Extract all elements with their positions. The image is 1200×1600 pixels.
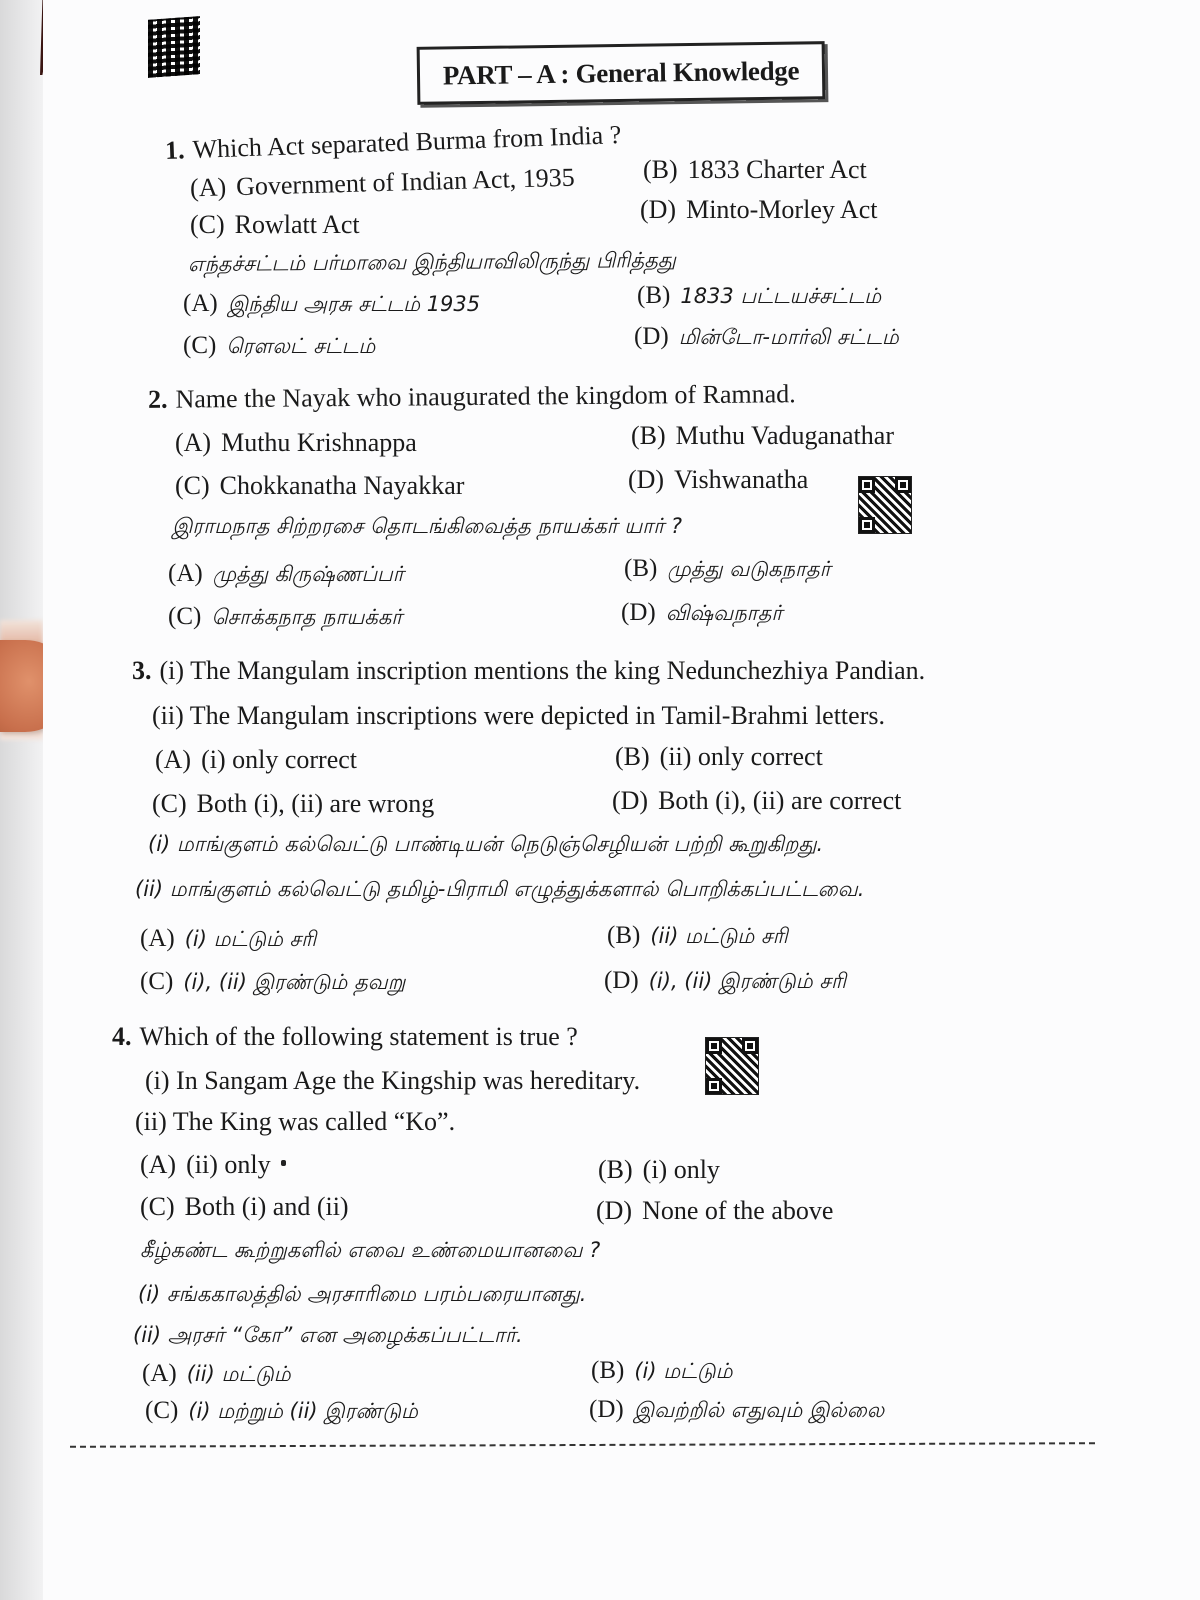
question-number: 4. <box>112 1022 132 1051</box>
statement-text-tamil: (i) மாங்குளம் கல்வெட்டு பாண்டியன் நெடுஞ்செழியன் பற்றி கூறுகிறது. <box>148 832 824 856</box>
option-label: (C) <box>183 332 217 359</box>
question-text: Name the Nayak who inaugurated the kingdom of Ramnad. <box>175 379 796 414</box>
option-label: (B) <box>631 421 666 450</box>
option-text: (i) மட்டும் <box>634 1359 733 1383</box>
question-3-statement-2 <box>152 701 885 731</box>
option-label: (A) <box>189 172 227 203</box>
option-text: (ii) only <box>186 1150 271 1179</box>
q2-option-b <box>631 421 894 451</box>
option-label: (B) <box>637 282 671 309</box>
option-text: Both (i), (ii) are correct <box>658 786 902 815</box>
q2-tamil-stem <box>172 514 682 541</box>
question-text-tamil: கீழ்கண்ட கூற்றுகளில் எவை உண்மையானவை ? <box>140 1238 601 1262</box>
option-text: 1833 Charter Act <box>687 155 867 184</box>
qr-code-icon <box>705 1037 759 1095</box>
option-label: (D) <box>596 1196 633 1225</box>
option-label: (A) <box>175 428 212 457</box>
q3-tamil-option-d <box>604 967 846 996</box>
question-text-tamil: இராமநாத சிற்றரசை தொடங்கிவைத்த நாயக்கர் யார் ? <box>172 514 683 538</box>
option-text: Minto-Morley Act <box>686 195 878 224</box>
option-label: (B) <box>615 742 650 771</box>
q3-option-d <box>612 786 901 816</box>
statement-text-tamil: (ii) மாங்குளம் கல்வெட்டு தமிழ்-பிராமி எழுத்துக்களால் பொறிக்கப்பட்டவை. <box>135 877 865 901</box>
statement-text: (i) The Mangulam inscription mentions the king Nedunchezhiya Pandian. <box>159 656 926 685</box>
option-label: (D) <box>604 967 639 994</box>
option-text: Muthu Vaduganathar <box>675 421 894 450</box>
q4-option-b <box>598 1155 720 1185</box>
option-text: Chokkanatha Nayakkar <box>219 471 465 500</box>
q3-tamil-statement-1 <box>148 832 823 859</box>
section-title <box>417 41 826 105</box>
option-text: (i), (ii) இரண்டும் சரி <box>648 969 847 993</box>
q2-option-a <box>175 428 417 458</box>
q1-tamil-option-b <box>637 282 881 311</box>
option-label: (D) <box>621 599 656 626</box>
question-4-statement-2 <box>135 1107 455 1137</box>
option-label: (B) <box>643 155 678 184</box>
option-text: Vishwanatha <box>674 465 809 494</box>
q2-option-d <box>628 465 808 495</box>
option-label: (D) <box>628 465 665 494</box>
option-text: சொக்கநாத நாயக்கர் <box>211 605 403 629</box>
option-text: (ii) மட்டும் சரி <box>650 924 788 948</box>
q1-tamil-option-a <box>183 290 480 319</box>
question-2-stem <box>148 379 796 415</box>
q4-tamil-option-a <box>142 1360 291 1389</box>
q4-option-a <box>140 1150 271 1180</box>
q4-tamil-statement-1 <box>138 1282 586 1309</box>
question-text: Which Act separated Burma from India ? <box>192 120 622 164</box>
option-text: (i) மற்றும் (ii) இரண்டும் <box>188 1399 418 1423</box>
option-label: (B) <box>598 1155 633 1184</box>
option-label: (D) <box>612 786 649 815</box>
question-number: 1. <box>164 135 186 165</box>
datamatrix-code-icon <box>148 16 200 78</box>
question-4-stem <box>112 1022 578 1052</box>
q4-option-c <box>140 1192 349 1222</box>
photo-left-edge <box>0 0 43 1600</box>
q4-tamil-statement-2 <box>133 1323 523 1350</box>
statement-text: (i) In Sangam Age the Kingship was hereditary. <box>145 1066 641 1095</box>
option-label: (D) <box>634 323 669 350</box>
statement-text: (ii) The Mangulam inscriptions were depicted in Tamil-Brahmi letters. <box>152 701 885 730</box>
option-label: (A) <box>140 925 175 952</box>
option-label: (D) <box>640 195 677 224</box>
option-label: (B) <box>624 555 658 582</box>
q2-tamil-option-b <box>624 555 831 584</box>
q3-tamil-option-a <box>140 925 316 954</box>
q3-option-c <box>152 789 434 819</box>
q4-tamil-option-c <box>145 1397 418 1426</box>
option-text: (i) only correct <box>201 745 358 774</box>
statement-text-tamil: (i) சங்ககாலத்தில் அரசாரிமை பரம்பரையானது. <box>138 1282 587 1306</box>
option-label: (C) <box>190 210 225 239</box>
q2-tamil-option-c <box>168 603 402 632</box>
option-text: None of the above <box>642 1196 834 1225</box>
option-text: முத்து வடுகநாதர் <box>667 557 831 581</box>
q2-tamil-option-a <box>168 560 404 589</box>
option-label: (C) <box>152 789 187 818</box>
option-label: (A) <box>142 1360 177 1387</box>
option-label: (A) <box>140 1150 177 1179</box>
option-text: Government of Indian Act, 1935 <box>235 162 576 202</box>
option-label: (C) <box>140 1192 175 1221</box>
option-label: (C) <box>140 968 174 995</box>
pen-mark <box>281 1160 286 1166</box>
option-text: Both (i), (ii) are wrong <box>196 789 435 818</box>
option-text: (ii) மட்டும் <box>186 1362 291 1386</box>
q3-option-b <box>615 742 823 772</box>
option-label: (B) <box>607 922 641 949</box>
option-text: இந்திய அரசு சட்டம் 1935 <box>227 292 481 316</box>
option-label: (D) <box>589 1396 624 1423</box>
question-4-statement-1 <box>145 1066 640 1096</box>
q2-tamil-option-d <box>621 599 782 628</box>
option-text: ரௌலட் சட்டம் <box>226 334 376 358</box>
option-text: (i) only <box>642 1155 720 1184</box>
option-label: (C) <box>168 603 202 630</box>
q4-tamil-option-d <box>589 1396 884 1425</box>
q1-tamil-stem <box>188 248 676 279</box>
question-3-statement-1 <box>132 656 925 686</box>
q4-option-d <box>596 1196 833 1226</box>
q1-tamil-option-d <box>634 323 899 352</box>
q1-option-c <box>190 210 360 240</box>
q1-option-b <box>643 155 867 185</box>
option-text: விஷ்வநாதர் <box>665 601 783 625</box>
q1-tamil-option-c <box>183 332 375 361</box>
statement-text: (ii) The King was called “Ko”. <box>135 1107 456 1136</box>
question-text: Which of the following statement is true ? <box>139 1022 578 1051</box>
option-text: (ii) only correct <box>659 742 823 771</box>
option-text: மின்டோ-மார்லி சட்டம் <box>678 325 899 349</box>
qr-code-icon <box>858 476 912 534</box>
q1-option-d <box>640 195 877 225</box>
section-title-text: PART – A : General Knowledge <box>442 55 800 90</box>
option-text: Muthu Krishnappa <box>221 428 417 457</box>
option-text: 1833 பட்டயச்சட்டம் <box>680 284 882 308</box>
q2-option-c <box>175 471 464 501</box>
option-text: முத்து கிருஷ்ணப்பர் <box>212 562 404 586</box>
option-text: (i) மட்டும் சரி <box>184 927 317 951</box>
question-number: 2. <box>147 384 168 414</box>
question-text-tamil: எந்தச்சட்டம் பர்மாவை இந்தியாவிலிருந்து பிரித்தது <box>187 247 677 277</box>
question-number: 3. <box>132 656 152 685</box>
option-text: இவற்றில் எதுவும் இல்லை <box>633 1398 885 1422</box>
option-label: (A) <box>155 745 192 774</box>
statement-text-tamil: (ii) அரசர் “கோ” என அழைக்கப்பட்டார். <box>133 1323 523 1347</box>
option-label: (A) <box>183 290 218 317</box>
option-label: (C) <box>175 471 210 500</box>
q4-tamil-option-b <box>591 1357 732 1386</box>
q3-tamil-option-c <box>140 968 405 997</box>
option-text: Both (i) and (ii) <box>184 1192 349 1221</box>
q3-option-a <box>155 745 357 775</box>
q3-tamil-statement-2 <box>135 877 864 904</box>
option-text: Rowlatt Act <box>234 210 360 239</box>
q3-tamil-option-b <box>607 922 788 951</box>
option-label: (A) <box>168 560 203 587</box>
option-text: (i), (ii) இரண்டும் தவறு <box>183 970 406 994</box>
q4-tamil-stem <box>140 1238 600 1265</box>
option-label: (C) <box>145 1397 179 1424</box>
option-label: (B) <box>591 1357 625 1384</box>
